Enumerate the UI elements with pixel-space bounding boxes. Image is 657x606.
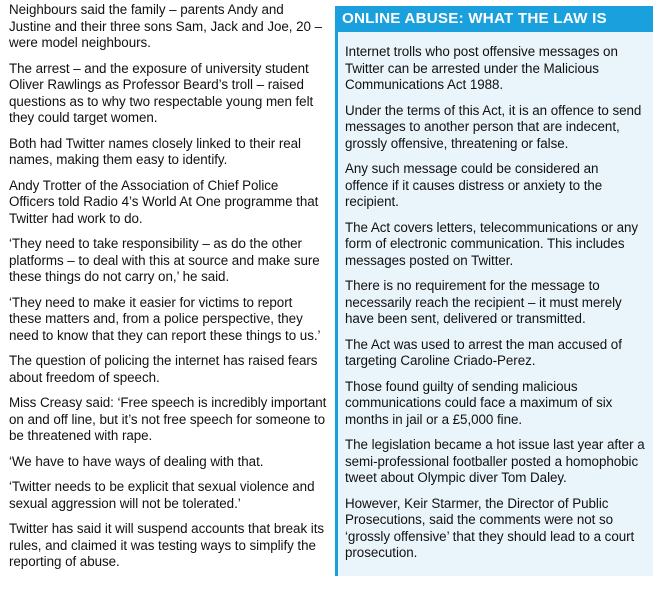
article-paragraph: Twitter has said it will suspend accounts that break its rules, and claimed it was testing ways to simplify the reporting of abuse. — [9, 521, 325, 569]
article-paragraph: Both had Twitter names closely linked to their real names, making them easy to identify. — [9, 135, 301, 167]
factbox-paragraph: There is no requirement for the message to necessarily reach the recipient – it must merely have been sent, delivered or transmitted. — [345, 278, 622, 326]
factbox-paragraph: The Act was used to arrest the man accused of targeting Caroline Criado-Perez. — [345, 336, 622, 368]
article-paragraph: Miss Creasy said: ‘Free speech is incredibly important on and off line, but it’s not free speech for someone to be threatened with rape. — [9, 395, 327, 443]
factbox-paragraph: Any such message could be considered an offence if it causes distress or anxiety to the recipient. — [345, 161, 603, 209]
factbox-body — [338, 32, 653, 562]
article-paragraph: ‘They need to make it easier for victims to report these matters and, from a police perspective, they need to know that they can report these things to us.’ — [9, 294, 321, 343]
factbox-paragraph: The Act covers letters, telecommunications or any form of electronic communication. This includes messages posted on Twitter. — [345, 219, 639, 268]
article-paragraph: The arrest – and the exposure of university student Oliver Rawlings as Professor Beard’s troll – raised questions as to why two respectable young men felt they could target women. — [9, 60, 314, 125]
article-column — [9, 2, 327, 580]
factbox-paragraph: Those found guilty of sending malicious communications could face a maximum of six months in jail or a £5,000 fine. — [345, 378, 613, 427]
factbox-paragraph: Under the terms of this Act, it is an offence to send messages to another person that are indecent, grossly offensive, threatening or false. — [345, 102, 642, 151]
factbox-paragraph: However, Keir Starmer, the Director of Public Prosecutions, said the comments were not so ‘grossly offensive’ that they should lead to a court prosecution. — [345, 495, 635, 560]
article-paragraph: ‘We have to have ways of dealing with that. — [9, 453, 264, 469]
article-paragraph: The question of policing the internet has raised fears about freedom of speech. — [9, 353, 318, 385]
factbox-paragraph: Internet trolls who post offensive messages on Twitter can be arrested under the Malicious Communications Act 1988. — [345, 44, 618, 92]
article-paragraph: Neighbours said the family – parents Andy and Justine and their three sons Sam, Jack and Joe, 20 – were model neighbours. — [9, 2, 323, 50]
article-paragraph: ‘Twitter needs to be explicit that sexual violence and sexual aggression will not be tolerated.’ — [9, 479, 315, 511]
factbox-title: ONLINE ABUSE: WHAT THE LAW IS — [335, 6, 653, 32]
law-factbox — [335, 6, 653, 576]
factbox-paragraph: The legislation became a hot issue last year after a semi-professional footballer posted a homophobic tweet about Olympic diver Tom Daley. — [345, 437, 645, 485]
article-paragraph: ‘They need to take responsibility – as do the other platforms – to deal with this at source and make sure these things do not carry on,’ he said. — [9, 236, 320, 284]
article-paragraph: Andy Trotter of the Association of Chief Police Officers told Radio 4’s World At One programme that Twitter had work to do. — [9, 177, 319, 226]
